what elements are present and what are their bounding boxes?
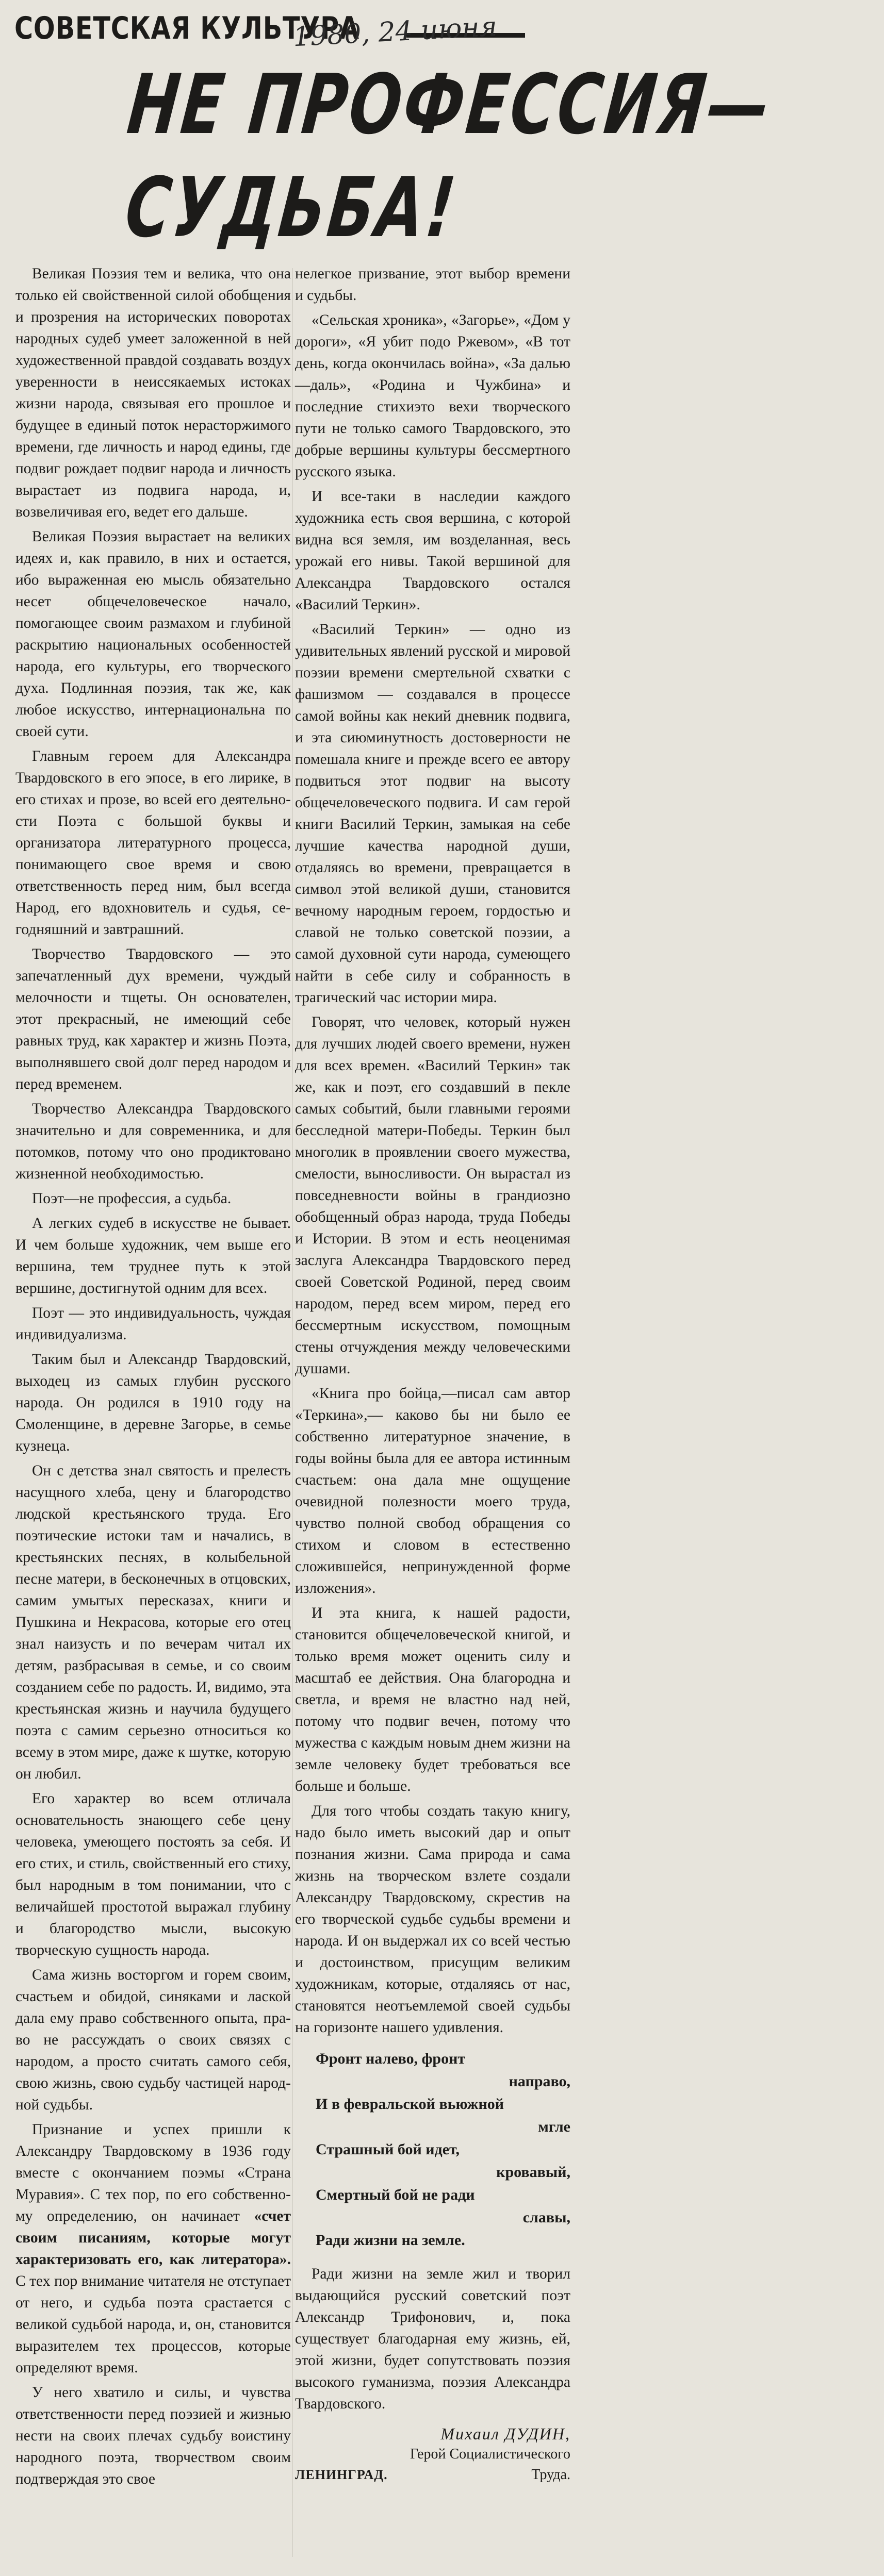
paragraph: Творчество Александра Твардовского значительно и для современника, и для потомков, потому что оно продиктовано жизненной необходимостью. [15, 1101, 291, 1182]
masthead [14, 7, 577, 54]
paragraph: Главным героем для Александра Твардовского в его эпосе, в его лирике, в его стихах и прозе, во всей его деятельности Поэта с большой буквы и организатора литературного процесса, понимающего свое время и свою ответственность перед ним, был всегда Народ, его вдохновитель и судья, сегодняшний и завтрашний. [15, 748, 291, 938]
paragraph: «Василий Теркин» — одно из удивительных явлений русской и мировой поэзии времени смертельной схватки с фашизмом — создавался в процессе самой войны как некий дневник подвига, и эта сиюминутность достоверности не помешала книге и прежде всего ее автору подвиться этот подвиг на высоту общечеловеческого подвига. И сам герой книги Василий Теркин, замыкая на себе лучшие качества народной души, отдаляясь во времени, превращается в символ этой великой души, становится вечному народным героем, гордостью и славой не только советской поэзии, а самой духовной сути народа, сумеющего найти в себе силу и собранность в трагический час истории мира. [295, 621, 570, 1006]
poem-line: Ради жизни на земле. [316, 2232, 465, 2249]
city-name: ЛЕНИНГРАД. [295, 2467, 388, 2482]
poem-line: мгле [538, 2118, 570, 2135]
paragraph: Ради жизни на земле жил и творил выдающийся русский советский поэт Александр Трифонович, и, пока существует благодарная ему жизнь, ей, этой жизни, будет сопутствовать поэзия высокого гуманизма, поэзия Александра Твардовского. [295, 2266, 570, 2412]
signature-footer [295, 2464, 570, 2486]
paragraph: Говорят, что человек, который нужен для лучших людей своего времени, нужен для всех времен. «Василий Теркин» так же, как и поэт, его создавший в пекле самых событий, были главными героями бесследной матери-Победы. Теркин был многолик в проявлении своего мужества, смелости, выносливости. Он вырастал из повседневности войны в грандиозно обобщенный образ народа, труда Победы и Истории. В этом и есть неоценимая заслуга Александра Твардовского перед своей Советской Родиной, перед своим народом, перед всем миром, перед его бессмертным искусством, помощным стены отчуждения между человеческими душами. [295, 1014, 570, 1377]
paragraph: Сама жизнь восторгом и горем своим, счастьем и обидой, синяками и лаской дала ему право собственного опыта, право не рассуждать о своих связях с народом, а просто считать самого себя, свою жизнь, свою судьбу частицей народной судьбы. [15, 1967, 291, 2113]
paragraph: Великая Поэзия вырастает на великих идеях и, как правило, в них и остается, ибо выраженная ею мысль обязательно несет общечеловеческое начало, помогающее своим размахом и глубиной раскрытию национальных особенностей народа, его культуры, его творческого духа. Подлинная поэзия, так же, как любое искусство, интернациональна по своей сути. [15, 528, 291, 740]
poem-line: Фронт налево, фронт [316, 2050, 466, 2067]
poem-line: славы, [522, 2209, 570, 2226]
paragraph: А легких судеб в искусстве не бывает. И чем больше художник, чем выше его вершина, тем труднее путь к этой вершине, достигнутой одним для всех. [15, 1215, 291, 1297]
paragraph-text: Признание и успех пришли к Александру Твардовскому в 1936 году вместе с окончанием поэмы «Страна Муравия». С тех пор, по его собственному определению, он начинает [15, 2121, 291, 2224]
paragraph: Великая Поэзия тем и велика, что она только ей свойственной силой обобщения и прозрения на исторических поворотах народных судеб умеет заложенной в ней художественной правдой создавать воздух уверенности в неиссякаемых истоках жизни народа, связывая его прошлое и будущее в единый поток нерасторжимого времени, где личность и народ едины, где подвиг рождает подвиг народа и личность вырастает из подвига народа, и, возвеличивая его, ведет его дальше. [15, 265, 291, 520]
paragraph-text: С тех пор внимание читателя не отступает от него, и судьба поэта срастается с великой судьбой народа, и, он, становится выразителем тех процессов, которые определяют время. [15, 2273, 291, 2376]
paragraph: Для того чтобы создать такую книгу, надо было иметь высокий дар и опыт познания жизни. Сама природа и сама жизнь на творческом взлете создали Александру Твардовскому, скрестив на его творческой судьбе судьбы времени и народа. И он выдержал их со всей честью и достоинством, присущим великим художникам, которые, отдаляясь от нас, становятся неотъемлемой своей судьбы на горизонте нашего удивления. [295, 1803, 570, 2036]
paragraph [15, 2119, 291, 2379]
poem-line: кровавый, [496, 2164, 570, 2181]
article-right-column [295, 263, 570, 2486]
poem-line: Страшный бой идет, [316, 2141, 460, 2158]
poem-line: И в февральской вьюжной [316, 2096, 504, 2113]
article-left-column [15, 263, 291, 2493]
newspaper-name: СОВЕТСКАЯ КУЛЬТУРА [14, 10, 359, 46]
handwritten-date: 1980, 24 июня [292, 11, 498, 53]
headline-line-1: НЕ ПРОФЕССИЯ— [123, 56, 776, 153]
poem-line: Смертный бой не ради [316, 2186, 475, 2203]
paragraph: нелегкое призвание, этот выбор времени и судьбы. [295, 265, 570, 304]
author-title: Герой Социалистического [410, 2446, 570, 2462]
poem-line: направо, [509, 2073, 570, 2090]
paragraph: Творчество Твардовского — это запечатленный дух времени, чуждый мелочности и тщеты. Он основателен, этот прекрасный, не имеющий себе равных труд, как характер и жизнь Поэта, выполнявшего свой долг перед народом и перед временем. [15, 946, 291, 1092]
paragraph: «Сельская хроника», «Загорье», «Дом у дороги», «Я убит подо Ржевом», «В тот день, когда окончилась война», «За далью—даль», «Родина и Чужбина» и последние стихиэто вехи творческого пути не только самого Твардовского, это добрые вершины культуры бессмертного русского языка. [295, 312, 570, 480]
paragraph: И все-таки в наследии каждого художника есть своя вершина, с которой видна вся земля, им возделанная, весь урожай его нивы. Такой вершиной для Александра Твардовского остался «Василий Теркин». [295, 488, 570, 613]
poem-quote [316, 2048, 570, 2252]
headline-line-2: СУДЬБА! [121, 159, 462, 256]
paragraph: «Книга про бойца,—писал сам автор «Теркина»,— каково бы ни было ее собственно литературное значение, в годы войны была для ее автора истинным счастьем: она дала мне ощущение очевидной полезности моего труда, чувство полной свобод обращения со стихом и словом в естественно сложившейся, непринужденной форме изложения». [295, 1385, 570, 1597]
paragraph: Поэт—не профессия, а судьба. [32, 1190, 232, 1207]
paragraph: Поэт — это индивидуальность, чуждая индивидуализма. [15, 1305, 291, 1343]
paragraph: Таким был и Александр Твардовский, выходец из самых глубин русского народа. Он родился в 1910 году на Смоленщине, в деревне Загорье, в семье кузнеца. [15, 1351, 291, 1454]
author-signature: Михаил ДУДИН, [440, 2424, 570, 2443]
paragraph: И эта книга, к нашей радости, становится общечеловеческой книгой, и только время может оценить силу и масштаб ее действия. Она благородна и светла, и время не властно над ней, потому что подвиг вечен, потому что мужества с каждым новым днем жизни на земле человеку будет требоваться все больше и больше. [295, 1605, 570, 1794]
paragraph: У него хватило и силы, и чувства ответственности перед поэзией и жизнью нести на своих плечах судьбу воистину народного поэта, творчеством своим подтверждая это свое [15, 2384, 291, 2487]
paragraph: Он с детства знал святость и прелесть насущного хлеба, цену и благородство людской крестьянского труда. Его поэтические истоки там и начались, в крестьянских песнях, в колыбельной песне матери, в бесконечных в отцовских, самим умытых пересказах, книги и Пушкина и Некрасова, которые его отец знал наизусть и по вечерам читал их детям, разбрасывая в семье, и со своим созданием себе по радость. И, видимо, эта крестьянская жизнь и научила будущего поэта с самим серьезно относиться ко всему в этом мире, даже к шутке, которую он любил. [15, 1462, 291, 1782]
author-title-end: Труда. [531, 2467, 570, 2483]
quote-bold: «счет своим писаниям, которые могут характеризовать его, как литератора». [15, 2208, 291, 2268]
paragraph: Его характер во всем отличала основательность знающего себе цену человека, умеющего постоять за себя. И его стих, и стиль, свойственный его стиху, был народным в том понимании, что с величайшей простотой выражал глубину и благородство мысли, высокую творческую сущность народа. [15, 1790, 291, 1958]
